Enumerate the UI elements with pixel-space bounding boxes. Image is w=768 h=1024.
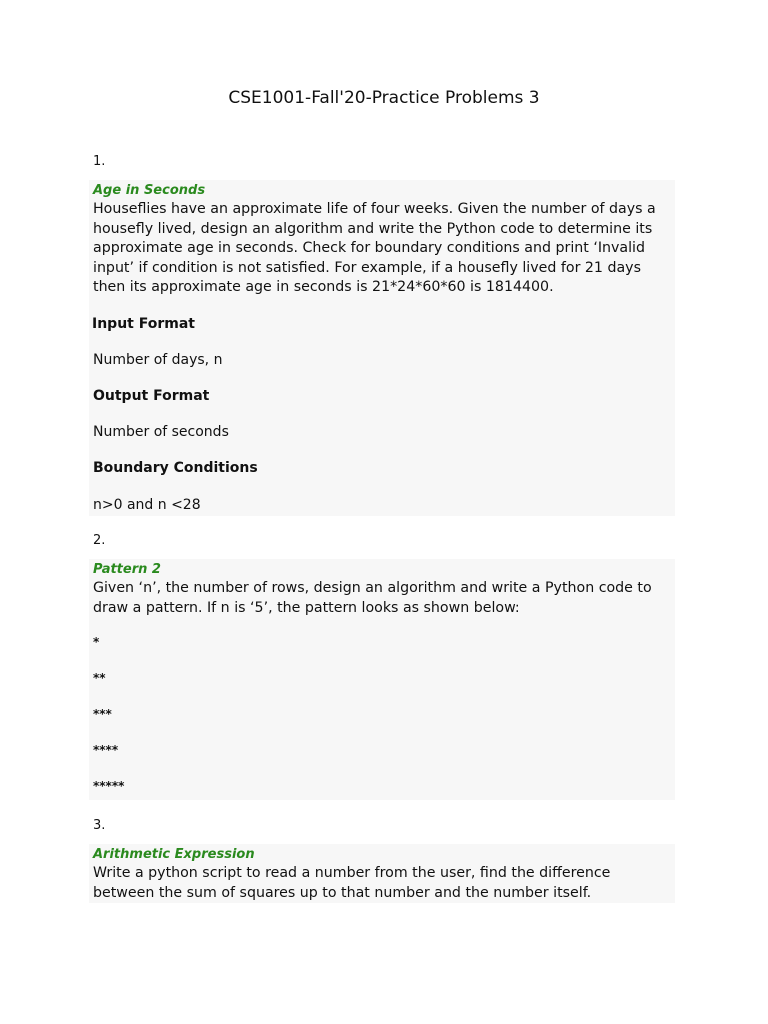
pattern-row: **** (93, 743, 119, 757)
pattern-row: *** (93, 707, 112, 721)
pattern-row: * (93, 635, 100, 649)
problem-description: Houseflies have an approximate life of four weeks. Given the number of days a housefly lived, design an algorithm and write the Python code to determine its approximate age in seconds. Check for boundary conditions and print ‘Invalid input’ if condition is not satisfied. For example, if a housefly lived for 21 days then its approximate age in seconds is 21*24*60*60 is 1814400. (93, 201, 656, 295)
problem-block (89, 559, 675, 800)
boundary-conditions-label: Boundary Conditions (93, 459, 258, 476)
pattern-row: ** (93, 671, 106, 685)
pattern-row: ***** (93, 779, 125, 793)
output-format-value: Number of seconds (93, 423, 229, 440)
boundary-conditions-value: n>0 and n <28 (93, 496, 201, 513)
problem-number: 2. (93, 533, 106, 548)
problem-number: 3. (93, 818, 106, 833)
problem-description: Write a python script to read a number from the user, find the difference between the sum of squares up to that number and the number itself. (93, 865, 611, 901)
problem-heading: Pattern 2 (93, 562, 161, 577)
page-title: CSE1001-Fall'20-Practice Problems 3 (228, 88, 540, 108)
problem-block (89, 844, 675, 903)
problem-description: Given ‘n’, the number of rows, design an algorithm and write a Python code to draw a pattern. If n is ‘5’, the pattern looks as shown below: (93, 580, 652, 616)
output-format-label: Output Format (93, 387, 210, 404)
input-format-label: Input Format (92, 315, 195, 332)
problem-heading: Arithmetic Expression (93, 847, 255, 862)
problem-heading: Age in Seconds (93, 183, 206, 198)
problem-number: 1. (93, 154, 106, 169)
problem-block (89, 180, 675, 516)
input-format-value: Number of days, n (93, 351, 223, 368)
